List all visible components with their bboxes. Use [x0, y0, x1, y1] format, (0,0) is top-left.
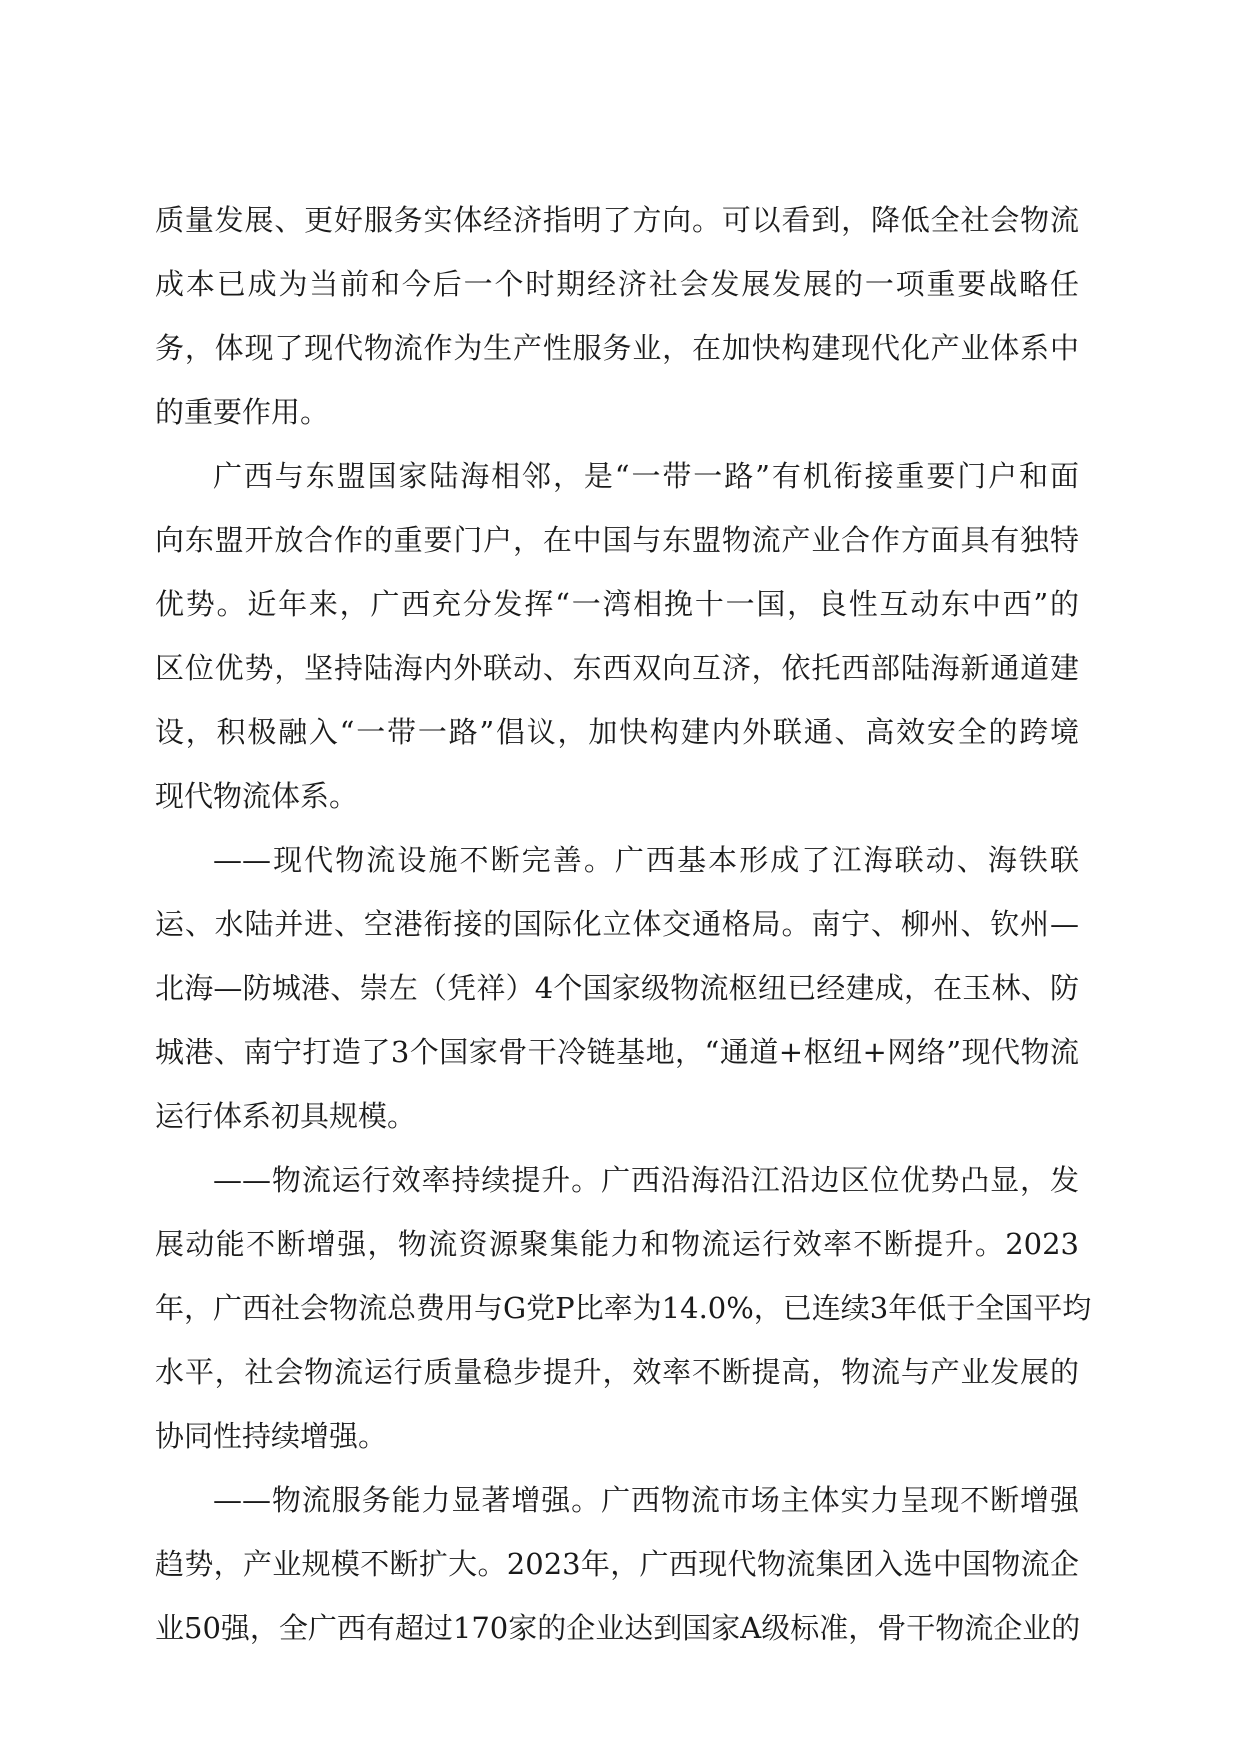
- text-line: 运行体系初具规模。: [155, 1099, 417, 1133]
- paragraph: [155, 1148, 1092, 1468]
- text-line: 成本已成为当前和今后一个时期经济社会发展发展的一项重要战略任: [155, 267, 1079, 301]
- text-line: ——物流服务能力显著增强。广西物流市场主体实力呈现不断增强: [213, 1483, 1079, 1517]
- text-line: 现代物流体系。: [155, 779, 359, 813]
- text-line: 务，体现了现代物流作为生产性服务业，在加快构建现代化产业体系中: [155, 331, 1079, 365]
- text-line: 水平，社会物流运行质量稳步提升，效率不断提高，物流与产业发展的: [155, 1355, 1079, 1389]
- document-body: [155, 188, 1092, 1660]
- text-line: 展动能不断增强，物流资源聚集能力和物流运行效率不断提升。2023: [155, 1227, 1079, 1261]
- paragraph: [155, 444, 1079, 828]
- text-line: 协同性持续增强。: [155, 1419, 388, 1453]
- text-line: 设，积极融入“一带一路”倡议，加快构建内外联通、高效安全的跨境: [155, 715, 1079, 749]
- text-line: 质量发展、更好服务实体经济指明了方向。可以看到，降低全社会物流: [155, 203, 1079, 237]
- paragraph: [155, 828, 1079, 1148]
- paragraph: [155, 1468, 1079, 1660]
- text-line: 城港、南宁打造了3个国家骨干冷链基地，“通道+枢纽+网络”现代物流: [155, 1035, 1079, 1069]
- text-line: 优势。近年来，广西充分发挥“一湾相挽十一国，良性互动东中西”的: [155, 587, 1079, 621]
- text-line: 向东盟开放合作的重要门户，在中国与东盟物流产业合作方面具有独特: [155, 523, 1079, 557]
- text-line: 的重要作用。: [155, 395, 330, 429]
- text-line: 业50强，全广西有超过170家的企业达到国家A级标准，骨干物流企业的: [155, 1611, 1081, 1645]
- paragraph: [155, 188, 1079, 444]
- text-line: 运、水陆并进、空港衔接的国际化立体交通格局。南宁、柳州、钦州—: [155, 907, 1079, 941]
- text-line: 广西与东盟国家陆海相邻，是“一带一路”有机衔接重要门户和面: [213, 459, 1079, 493]
- text-line: ——物流运行效率持续提升。广西沿海沿江沿边区位优势凸显，发: [213, 1163, 1079, 1197]
- text-line: 区位优势，坚持陆海内外联动、东西双向互济，依托西部陆海新通道建: [155, 651, 1079, 685]
- text-line: 趋势，产业规模不断扩大。2023年，广西现代物流集团入选中国物流企: [155, 1547, 1079, 1581]
- text-line: 年，广西社会物流总费用与G党P比率为14.0%，已连续3年低于全国平均: [155, 1291, 1092, 1325]
- text-line: 北海—防城港、崇左（凭祥）4个国家级物流枢纽已经建成，在玉林、防: [155, 971, 1079, 1005]
- text-line: ——现代物流设施不断完善。广西基本形成了江海联动、海铁联: [213, 843, 1079, 877]
